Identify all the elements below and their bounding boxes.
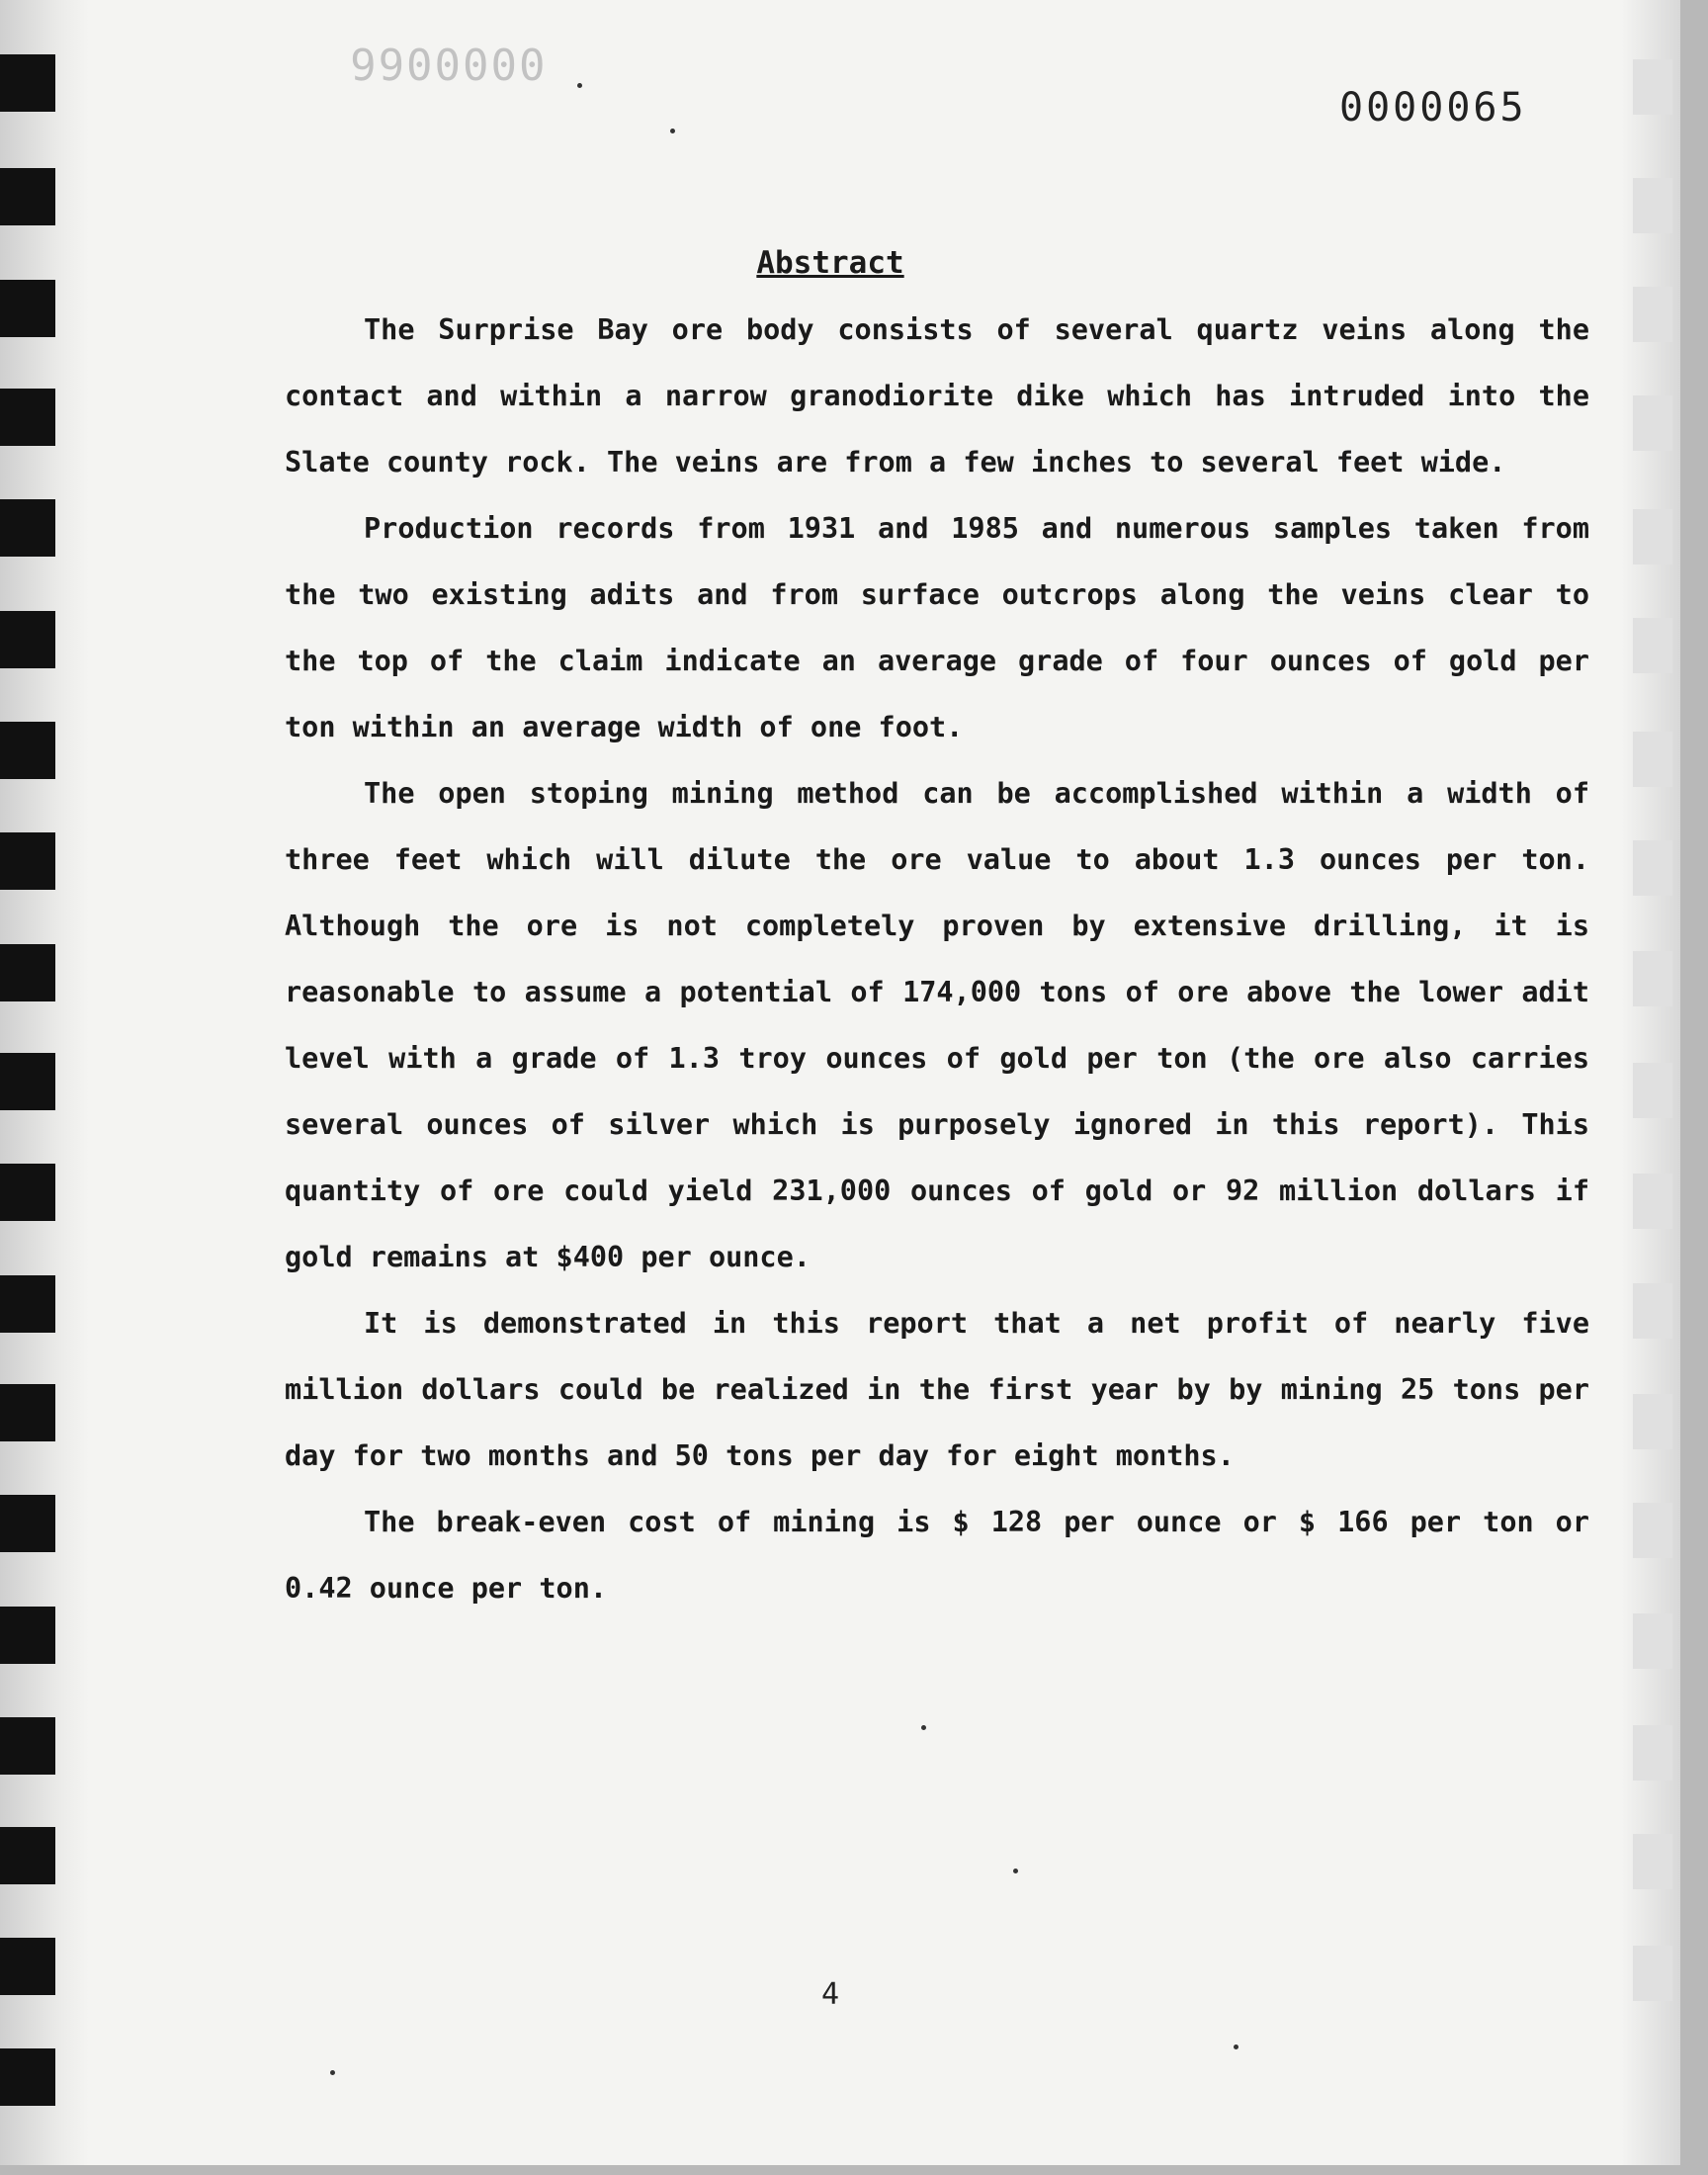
binding-hole (0, 389, 55, 446)
scan-speck (1234, 2044, 1238, 2049)
binding-strip (0, 0, 89, 2165)
scan-speck (921, 1725, 926, 1730)
paragraph: The break-even cost of mining is $ 128 per ounce or $ 166 per ton or 0.42 ounce per ton. (285, 1506, 1589, 1605)
edge-mark (1633, 1503, 1672, 1558)
edge-mark (1633, 1725, 1672, 1781)
page-number: 4 (820, 1977, 840, 2012)
edge-mark (1633, 618, 1672, 673)
binding-hole (0, 1607, 55, 1664)
abstract-body (285, 297, 1589, 1621)
paragraph: Production records from 1931 and 1985 and numerous samples taken from the two existing adits and from surface outcrops along the veins clear to the top of the claim indicate an average grade of four ounces of gold per ton within an average width of one foot. (285, 512, 1589, 743)
page-edge-shadow (1621, 0, 1680, 2165)
page-title: Abstract (756, 245, 904, 281)
edge-mark (1633, 1834, 1672, 1889)
edge-mark (1633, 732, 1672, 787)
edge-mark (1633, 395, 1672, 451)
binding-hole (0, 2048, 55, 2106)
edge-mark (1633, 178, 1672, 233)
paragraph: It is demonstrated in this report that a net profit of nearly five million dollars could be realized in the first year by by mining 25 tons per day for two months and 50 tons per day for eight months. (285, 1307, 1589, 1472)
edge-mark (1633, 287, 1672, 342)
paragraph: The open stoping mining method can be accomplished within a width of three feet which will dilute the ore value to about 1.3 ounces per ton. Although the ore is not completely proven by extensive drilling, it is reasonable to assume a potential of 174,000 tons of ore above the lower adit level with a grade of 1.3 troy ounces of gold per ton (the ore also carries several ounces of silver which is purposely ignored in this report). This quantity of ore could yield 231,000 ounces of gold or 92 million dollars if gold remains at $400 per ounce. (285, 777, 1589, 1273)
binding-hole (0, 280, 55, 337)
binding-hole (0, 1827, 55, 1884)
edge-mark (1633, 1174, 1672, 1229)
scan-speck (670, 129, 675, 133)
edge-mark (1633, 951, 1672, 1006)
binding-hole (0, 168, 55, 225)
edge-mark (1633, 1283, 1672, 1339)
binding-hole (0, 1384, 55, 1441)
binding-hole (0, 832, 55, 890)
paragraph: The Surprise Bay ore body consists of several quartz veins along the contact and within a narrow granodiorite dike which has intruded into the Slate county rock. The veins are from a few inches to several feet wide. (285, 313, 1589, 478)
edge-mark (1633, 1394, 1672, 1449)
binding-hole (0, 499, 55, 557)
binding-hole (0, 611, 55, 668)
edge-mark (1633, 1063, 1672, 1118)
binding-hole (0, 722, 55, 779)
binding-hole (0, 1164, 55, 1221)
binding-hole (0, 1053, 55, 1110)
scan-speck (330, 2070, 335, 2075)
edge-mark (1633, 59, 1672, 115)
binding-hole (0, 1495, 55, 1552)
binding-hole (0, 1717, 55, 1775)
edge-mark (1633, 1613, 1672, 1669)
binding-hole (0, 54, 55, 112)
faint-stamp-number: 0000066 (348, 38, 546, 88)
edge-mark (1633, 840, 1672, 896)
scan-speck (577, 83, 582, 88)
binding-hole (0, 1275, 55, 1333)
binding-hole (0, 944, 55, 1001)
edge-mark (1633, 509, 1672, 565)
scan-speck (1013, 1869, 1018, 1873)
document-number: 0000065 (1339, 85, 1527, 130)
